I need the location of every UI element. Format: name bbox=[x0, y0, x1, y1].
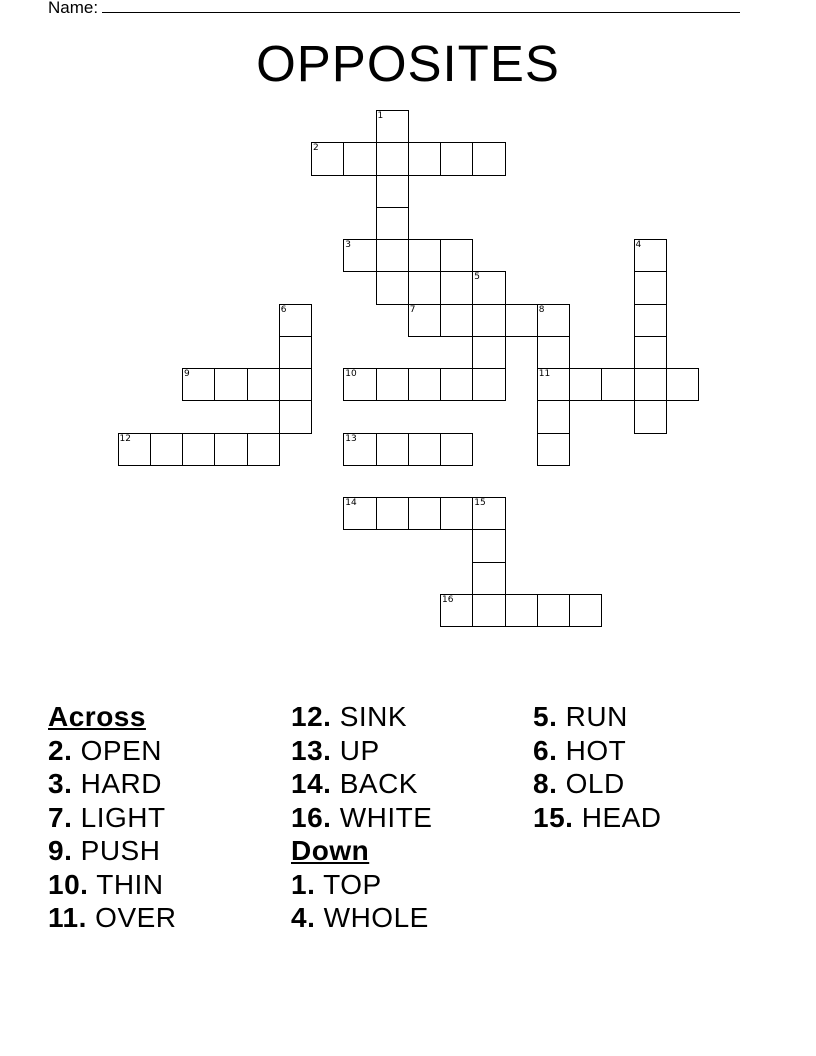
grid-cell[interactable] bbox=[440, 304, 473, 337]
clue-item bbox=[48, 767, 177, 801]
clue-item-number: 4. bbox=[291, 902, 316, 933]
grid-cell[interactable] bbox=[343, 142, 376, 175]
grid-cell[interactable] bbox=[408, 368, 441, 401]
clue-item bbox=[48, 801, 177, 835]
grid-cell[interactable] bbox=[408, 304, 441, 337]
grid-cell[interactable] bbox=[376, 175, 409, 208]
clue-item bbox=[291, 700, 432, 734]
grid-cell[interactable] bbox=[634, 336, 667, 369]
grid-cell[interactable] bbox=[214, 433, 247, 466]
grid-cell[interactable] bbox=[343, 433, 376, 466]
clue-number: 7 bbox=[409, 304, 416, 315]
grid-cell[interactable] bbox=[279, 304, 312, 337]
clue-item-number: 8. bbox=[533, 768, 558, 799]
clue-item-text: WHITE bbox=[339, 801, 433, 833]
clue-item-text: THIN bbox=[96, 868, 164, 900]
clue-number: 10 bbox=[345, 369, 357, 379]
grid-cell[interactable] bbox=[537, 433, 570, 466]
clue-number: 6 bbox=[280, 304, 287, 315]
clue-item bbox=[291, 868, 432, 902]
clue-column-1 bbox=[48, 700, 177, 935]
name-field[interactable] bbox=[48, 0, 740, 18]
grid-cell[interactable] bbox=[408, 142, 441, 175]
grid-cell[interactable] bbox=[537, 336, 570, 369]
grid-cell[interactable] bbox=[279, 400, 312, 433]
grid-cell[interactable] bbox=[634, 239, 667, 272]
grid-cell[interactable] bbox=[537, 594, 570, 627]
grid-cell[interactable] bbox=[569, 368, 602, 401]
clue-item-text: HARD bbox=[80, 768, 162, 799]
grid-cell[interactable] bbox=[311, 142, 344, 175]
grid-cell[interactable] bbox=[666, 368, 699, 401]
grid-cell[interactable] bbox=[472, 304, 505, 337]
grid-cell[interactable] bbox=[634, 304, 667, 337]
clue-item-number: 11. bbox=[48, 902, 87, 933]
clue-item bbox=[291, 734, 432, 768]
grid-cell[interactable] bbox=[376, 497, 409, 530]
grid-cell[interactable] bbox=[472, 529, 505, 562]
grid-cell[interactable] bbox=[343, 239, 376, 272]
clue-item-number: 7. bbox=[48, 801, 73, 833]
grid-cell[interactable] bbox=[408, 433, 441, 466]
clue-number: 16 bbox=[442, 594, 454, 605]
clue-item-number: 1. bbox=[291, 868, 316, 900]
grid-cell[interactable] bbox=[472, 497, 505, 530]
clue-item-number: 9. bbox=[48, 835, 73, 866]
clue-item-text: OPEN bbox=[80, 734, 162, 766]
clue-number: 8 bbox=[538, 304, 545, 315]
grid-cell[interactable] bbox=[537, 304, 570, 337]
clue-item bbox=[48, 734, 177, 768]
clue-item-text: RUN bbox=[565, 701, 628, 732]
grid-cell[interactable] bbox=[634, 271, 667, 304]
grid-cell[interactable] bbox=[376, 239, 409, 272]
grid-cell[interactable] bbox=[472, 368, 505, 401]
grid-cell[interactable] bbox=[472, 594, 505, 627]
grid-cell[interactable] bbox=[440, 142, 473, 175]
clue-number: 11 bbox=[538, 369, 551, 379]
clue-number: 14 bbox=[345, 498, 357, 508]
name-blank-line[interactable] bbox=[102, 0, 740, 13]
clue-item-text: OLD bbox=[565, 768, 625, 799]
clue-item-text: HOT bbox=[565, 734, 627, 766]
clue-item-text: TOP bbox=[323, 868, 382, 900]
clue-item-number: 3. bbox=[48, 768, 73, 799]
grid-cell[interactable] bbox=[408, 497, 441, 530]
grid-cell[interactable] bbox=[376, 110, 409, 143]
grid-cell[interactable] bbox=[472, 336, 505, 369]
clue-number: 4 bbox=[635, 240, 642, 250]
clue-item-number: 12. bbox=[291, 701, 332, 732]
clue-item-number: 2. bbox=[48, 734, 73, 766]
name-label: Name: bbox=[48, 0, 99, 17]
clue-item bbox=[48, 868, 177, 902]
clue-column-2 bbox=[291, 700, 432, 935]
grid-cell[interactable] bbox=[408, 271, 441, 304]
grid-cell[interactable] bbox=[279, 368, 312, 401]
clue-item-number: 14. bbox=[291, 768, 332, 799]
clue-item-number: 13. bbox=[291, 734, 332, 766]
clue-item bbox=[533, 801, 662, 835]
clue-item-text: PUSH bbox=[80, 835, 161, 866]
grid-cell[interactable] bbox=[279, 336, 312, 369]
grid-cell[interactable] bbox=[440, 271, 473, 304]
grid-cell[interactable] bbox=[440, 594, 473, 627]
grid-cell[interactable] bbox=[440, 497, 473, 530]
grid-cell[interactable] bbox=[376, 433, 409, 466]
grid-cell[interactable] bbox=[569, 594, 602, 627]
clue-item bbox=[533, 700, 662, 734]
clue-number: 9 bbox=[184, 369, 190, 379]
clue-heading: Down bbox=[291, 835, 370, 866]
clue-number: 13 bbox=[345, 433, 357, 444]
grid-cell[interactable] bbox=[634, 400, 667, 433]
grid-cell[interactable] bbox=[376, 142, 409, 175]
grid-cell[interactable] bbox=[376, 368, 409, 401]
clue-item bbox=[291, 767, 432, 801]
clue-number: 1 bbox=[377, 111, 384, 121]
clue-item bbox=[291, 901, 432, 935]
clue-heading: Across bbox=[48, 701, 146, 732]
clue-number: 2 bbox=[313, 143, 319, 154]
clue-item-number: 6. bbox=[533, 734, 558, 766]
clue-item bbox=[291, 801, 432, 835]
clue-item bbox=[533, 767, 662, 801]
grid-cell[interactable] bbox=[472, 271, 505, 304]
clue-item-text: LIGHT bbox=[80, 801, 166, 833]
clue-number: 15 bbox=[474, 498, 486, 508]
clue-item-text: UP bbox=[339, 734, 380, 766]
grid-cell[interactable] bbox=[182, 433, 215, 466]
clue-item bbox=[533, 734, 662, 768]
clue-item bbox=[48, 834, 177, 868]
clue-item-text: SINK bbox=[339, 701, 408, 732]
clue-column-3 bbox=[533, 700, 662, 834]
grid-cell[interactable] bbox=[505, 594, 538, 627]
grid-cell[interactable] bbox=[440, 368, 473, 401]
grid-cell[interactable] bbox=[601, 368, 634, 401]
clue-number: 12 bbox=[119, 433, 131, 444]
grid-cell[interactable] bbox=[214, 368, 247, 401]
clue-item-text: WHOLE bbox=[323, 902, 429, 933]
grid-cell[interactable] bbox=[247, 433, 280, 466]
grid-cell[interactable] bbox=[440, 239, 473, 272]
clue-item-text: HEAD bbox=[581, 801, 662, 833]
grid-cell[interactable] bbox=[150, 433, 183, 466]
grid-cell[interactable] bbox=[247, 368, 280, 401]
clue-item-number: 15. bbox=[533, 801, 574, 833]
grid-cell[interactable] bbox=[118, 433, 151, 466]
grid-cell[interactable] bbox=[472, 562, 505, 595]
grid-cell[interactable] bbox=[343, 497, 376, 530]
clue-item-text: OVER bbox=[95, 902, 177, 933]
grid-cell[interactable] bbox=[472, 142, 505, 175]
puzzle-title: OPPOSITES bbox=[256, 35, 560, 92]
grid-cell[interactable] bbox=[537, 368, 570, 401]
grid-cell[interactable] bbox=[182, 368, 215, 401]
clue-item bbox=[48, 901, 177, 935]
clue-number: 5 bbox=[474, 272, 480, 283]
grid-cell[interactable] bbox=[343, 368, 376, 401]
clue-item-text: BACK bbox=[339, 768, 418, 799]
clue-item-number: 16. bbox=[291, 801, 332, 833]
grid-cell[interactable] bbox=[376, 271, 409, 304]
clue-number: 3 bbox=[345, 240, 351, 250]
grid-cell[interactable] bbox=[634, 368, 667, 401]
grid-cell[interactable] bbox=[537, 400, 570, 433]
grid-cell[interactable] bbox=[505, 304, 538, 337]
clue-item-number: 10. bbox=[48, 868, 89, 900]
grid-cell[interactable] bbox=[408, 239, 441, 272]
grid-cell[interactable] bbox=[376, 207, 409, 240]
grid-cell[interactable] bbox=[440, 433, 473, 466]
clue-item-number: 5. bbox=[533, 701, 558, 732]
